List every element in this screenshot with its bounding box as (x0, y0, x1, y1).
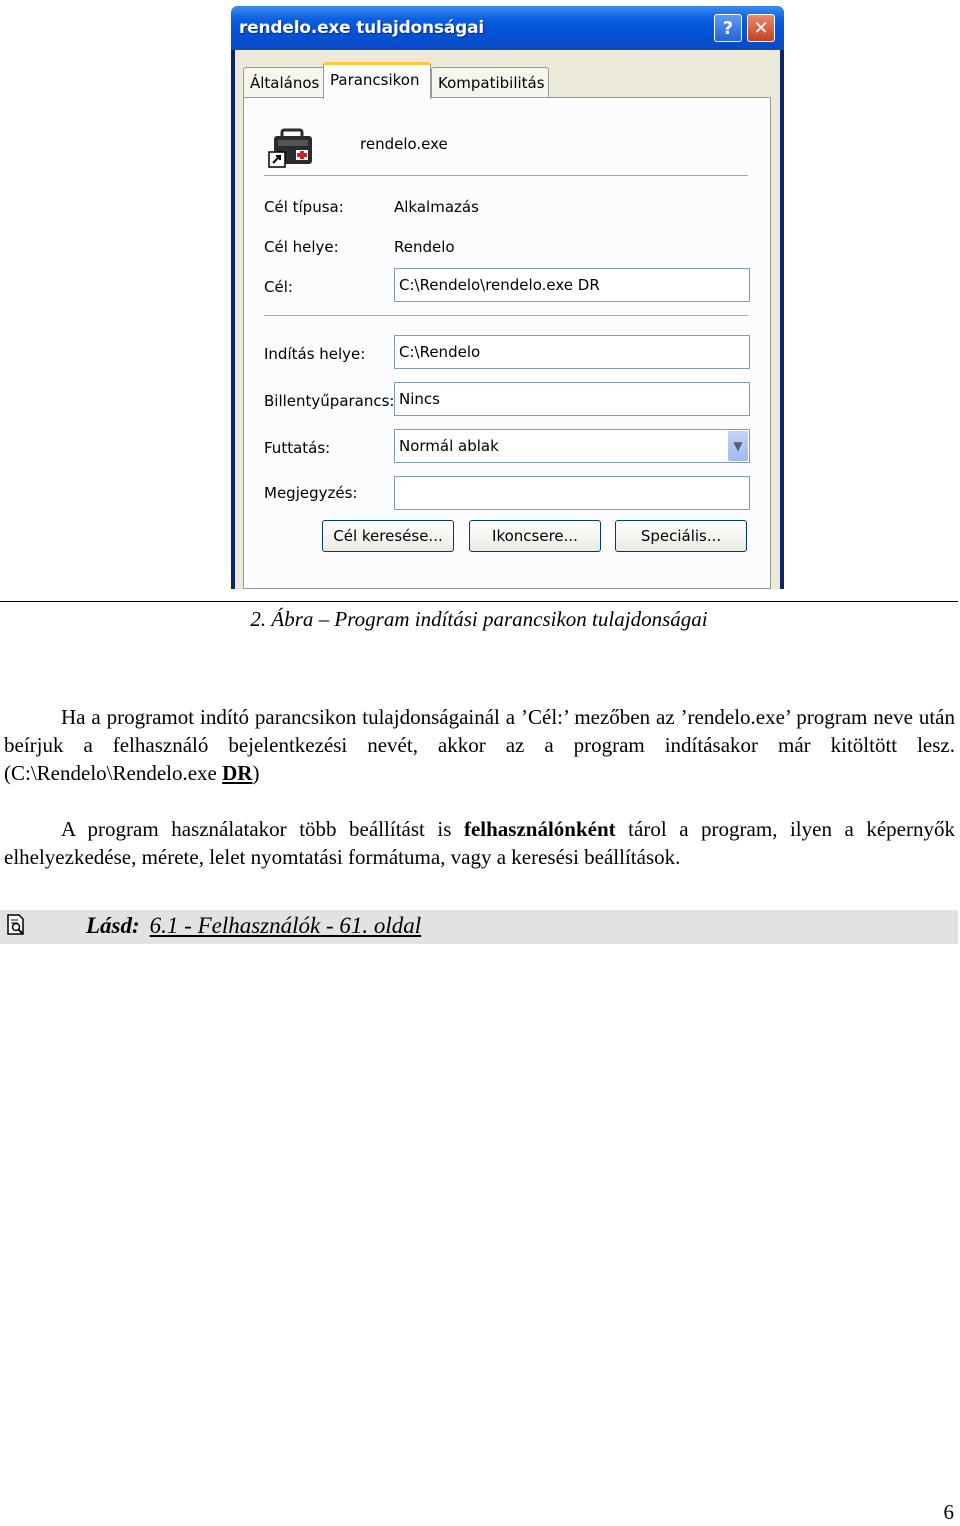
change-icon-button[interactable]: Ikoncsere... (469, 520, 601, 552)
title-bar (231, 6, 784, 50)
app-name: rendelo.exe (360, 135, 448, 153)
username-example: DR (222, 761, 253, 785)
page-number: 6 (943, 1500, 954, 1524)
shortcut-key-label: Billentyűparancs: (264, 392, 395, 410)
see-also-bar (0, 910, 958, 944)
see-also-label: Lásd: (86, 913, 140, 938)
tab-general[interactable]: Általános (243, 67, 325, 97)
run-select[interactable] (394, 429, 750, 463)
target-location-label: Cél helye: (264, 238, 339, 256)
document-magnifier-icon (6, 914, 28, 936)
target-type-value: Alkalmazás (394, 198, 479, 216)
advanced-button[interactable]: Speciális... (615, 520, 747, 552)
target-location-value: Rendelo (394, 238, 455, 256)
paragraph-text: Ha a programot indító parancsikon tulajdonságainál a ’Cél:’ mezőben az ’rendelo.exe’ program neve után beírjuk a felhasználó bejelentkezési nevét, akkor az a program indításakor már kitöltött lesz. (C:\Rendelo\Rendelo.exe (4, 705, 955, 785)
chevron-down-icon[interactable]: ▼ (728, 431, 748, 461)
shortcut-tab-panel (243, 97, 771, 589)
close-button[interactable]: ✕ (747, 14, 775, 42)
start-in-label: Indítás helye: (264, 345, 366, 363)
dialog-client-area (235, 50, 780, 589)
help-button[interactable]: ? (714, 14, 742, 42)
see-also-link[interactable]: 6.1 - Felhasználók - 61. oldal (149, 913, 422, 938)
separator (264, 175, 748, 177)
shortcut-key-field[interactable]: Nincs (394, 382, 750, 416)
find-target-button[interactable]: Cél keresése... (322, 520, 454, 552)
target-field[interactable]: C:\Rendelo\rendelo.exe DR (394, 268, 750, 302)
paragraph-text: A program használatakor több beállítást is (61, 817, 464, 841)
target-label: Cél: (264, 278, 293, 296)
tab-compatibility[interactable]: Kompatibilitás (431, 67, 549, 97)
emphasis-per-user: felhasználónként (463, 817, 616, 841)
figure-caption: 2. Ábra – Program indítási parancsikon tulajdonságai (250, 607, 708, 631)
application-icon (268, 126, 316, 168)
comment-field[interactable] (394, 476, 750, 510)
paragraph-per-user-settings (4, 815, 955, 871)
separator (264, 315, 748, 317)
start-in-field[interactable]: C:\Rendelo (394, 335, 750, 369)
tab-shortcut[interactable]: Parancsikon (323, 62, 431, 99)
properties-dialog-screenshot (231, 6, 784, 589)
paragraph-target-field (4, 703, 955, 787)
run-label: Futtatás: (264, 439, 331, 457)
target-type-label: Cél típusa: (264, 198, 344, 216)
dialog-title: rendelo.exe tulajdonságai (239, 18, 484, 38)
horizontal-rule (0, 601, 958, 602)
paragraph-text-end: ) (252, 761, 260, 785)
run-select-value: Normál ablak (399, 437, 499, 455)
paragraph-text-end: tárol a program, ilyen a képernyők elhelyezkedése, mérete, lelet nyomtatási formátuma, vagy a keresési beállítások. (4, 817, 955, 869)
comment-label: Megjegyzés: (264, 484, 358, 502)
